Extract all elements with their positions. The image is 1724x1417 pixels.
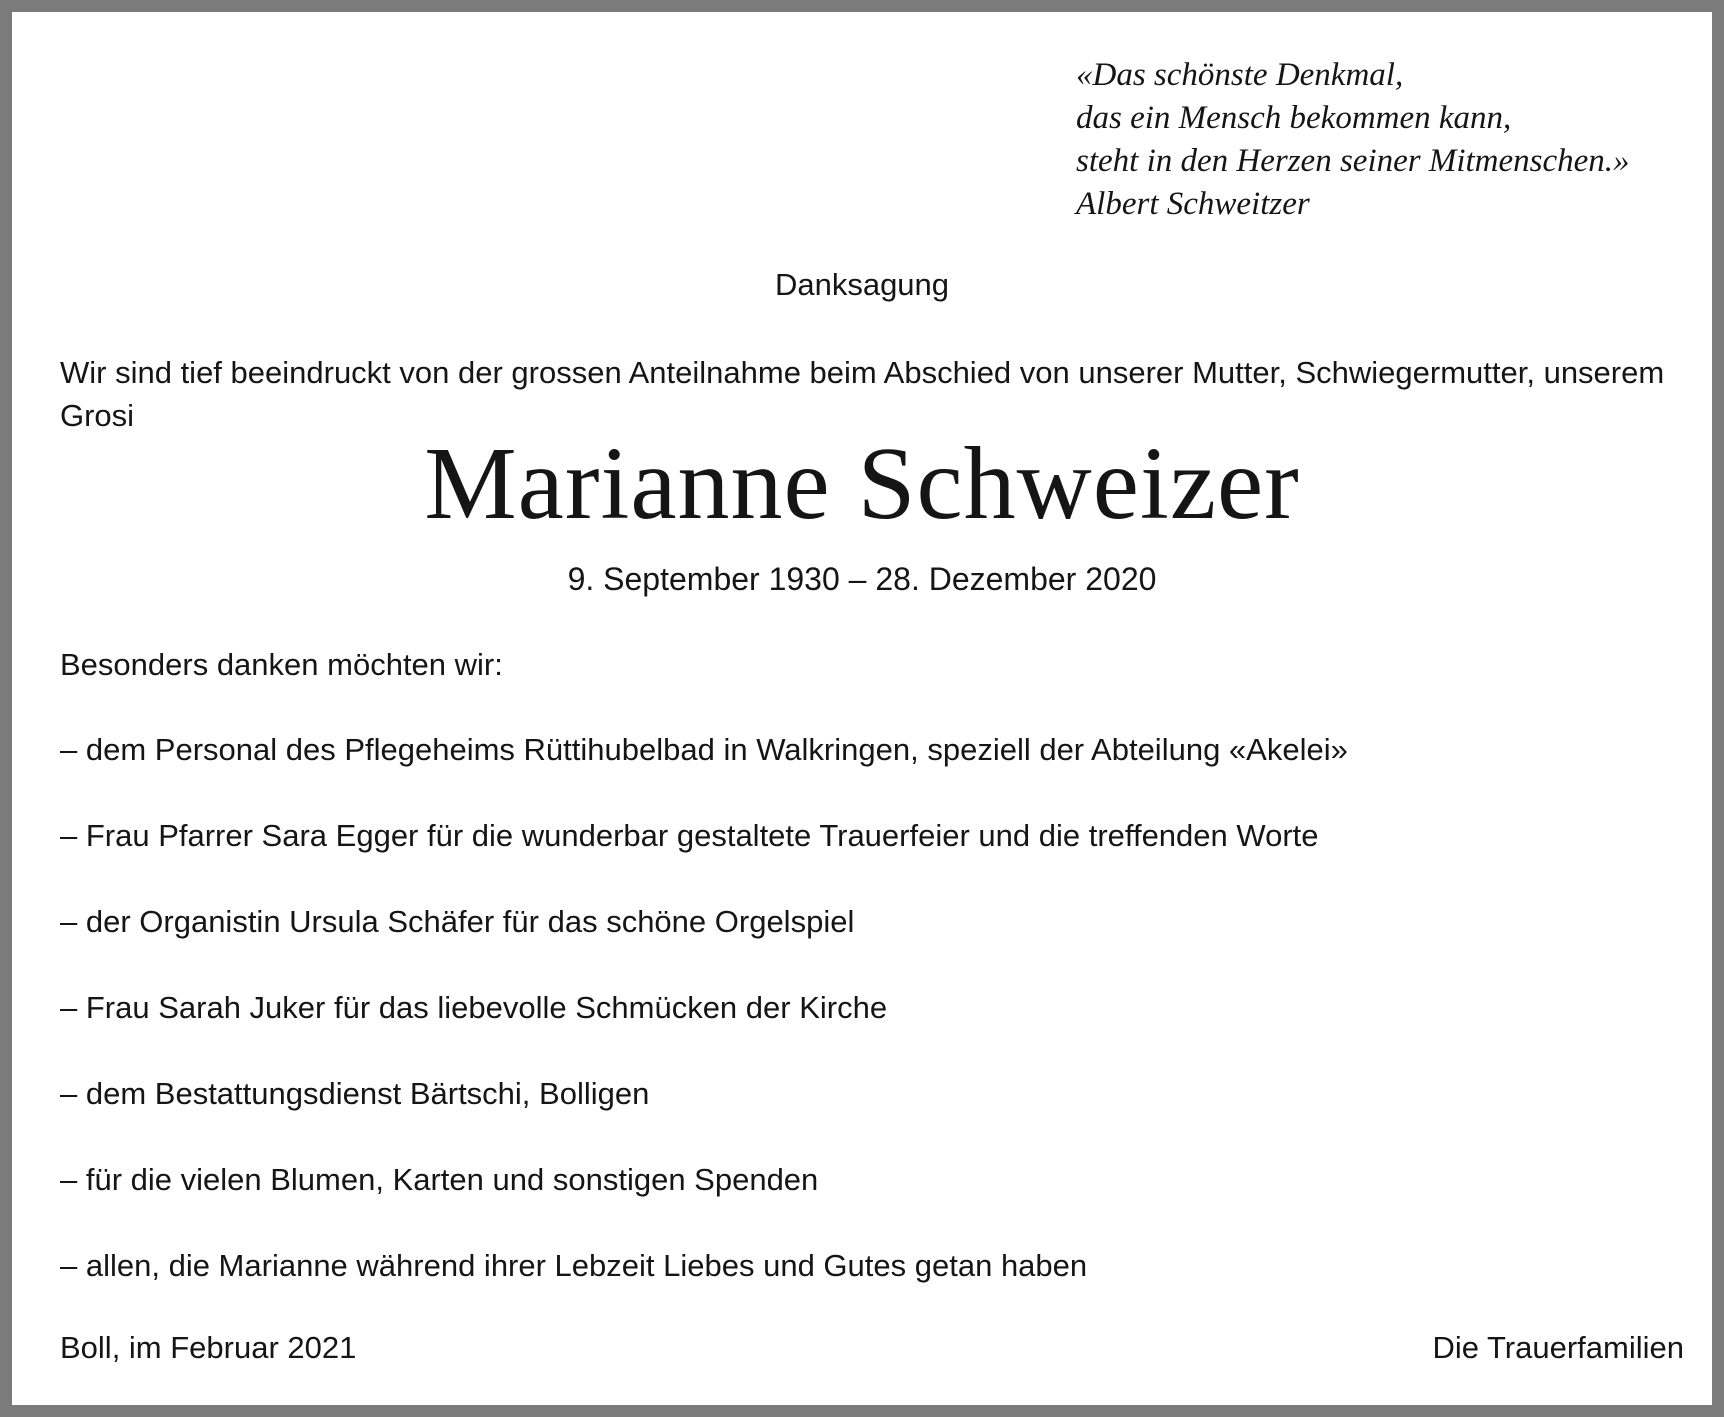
deceased-name: Marianne Schweizer bbox=[424, 426, 1300, 541]
notice-heading: Danksagung bbox=[774, 267, 950, 302]
list-item: – allen, die Marianne während ihrer Lebzeit Liebes und Gutes getan haben bbox=[60, 1248, 1088, 1283]
place-and-date: Boll, im Februar 2021 bbox=[60, 1330, 357, 1365]
list-item: – für die vielen Blumen, Karten und sonstigen Spenden bbox=[60, 1162, 819, 1197]
quote-author: Albert Schweitzer bbox=[1076, 186, 1310, 222]
intro-paragraph: Wir sind tief beeindruckt von der grossen Anteilnahme beim Abschied von unserer Mutter, Schwiegermutter, unserem Grosi bbox=[60, 355, 1665, 433]
quote-line: das ein Mensch bekommen kann, bbox=[1076, 100, 1512, 136]
thanks-intro: Besonders danken möchten wir: bbox=[60, 647, 503, 682]
list-item: – Frau Sarah Juker für das liebevolle Schmücken der Kirche bbox=[60, 990, 888, 1025]
signature: Die Trauerfamilien bbox=[1432, 1330, 1684, 1365]
life-dates: 9. September 1930 – 28. Dezember 2020 bbox=[567, 561, 1157, 597]
quote-line: «Das schönste Denkmal, bbox=[1076, 57, 1404, 93]
quote-line: steht in den Herzen seiner Mitmenschen.» bbox=[1076, 143, 1630, 179]
epigraph-quote bbox=[1076, 54, 1630, 226]
obituary-notice bbox=[12, 12, 1712, 1405]
thanks-list bbox=[60, 729, 1348, 1331]
list-item: – Frau Pfarrer Sara Egger für die wunderbar gestaltete Trauerfeier und die treffenden Worte bbox=[60, 818, 1319, 853]
list-item: – dem Personal des Pflegeheims Rüttihubelbad in Walkringen, speziell der Abteilung «Akelei» bbox=[60, 732, 1348, 767]
list-item: – der Organistin Ursula Schäfer für das schöne Orgelspiel bbox=[60, 904, 855, 939]
list-item: – dem Bestattungsdienst Bärtschi, Bolligen bbox=[60, 1076, 650, 1111]
